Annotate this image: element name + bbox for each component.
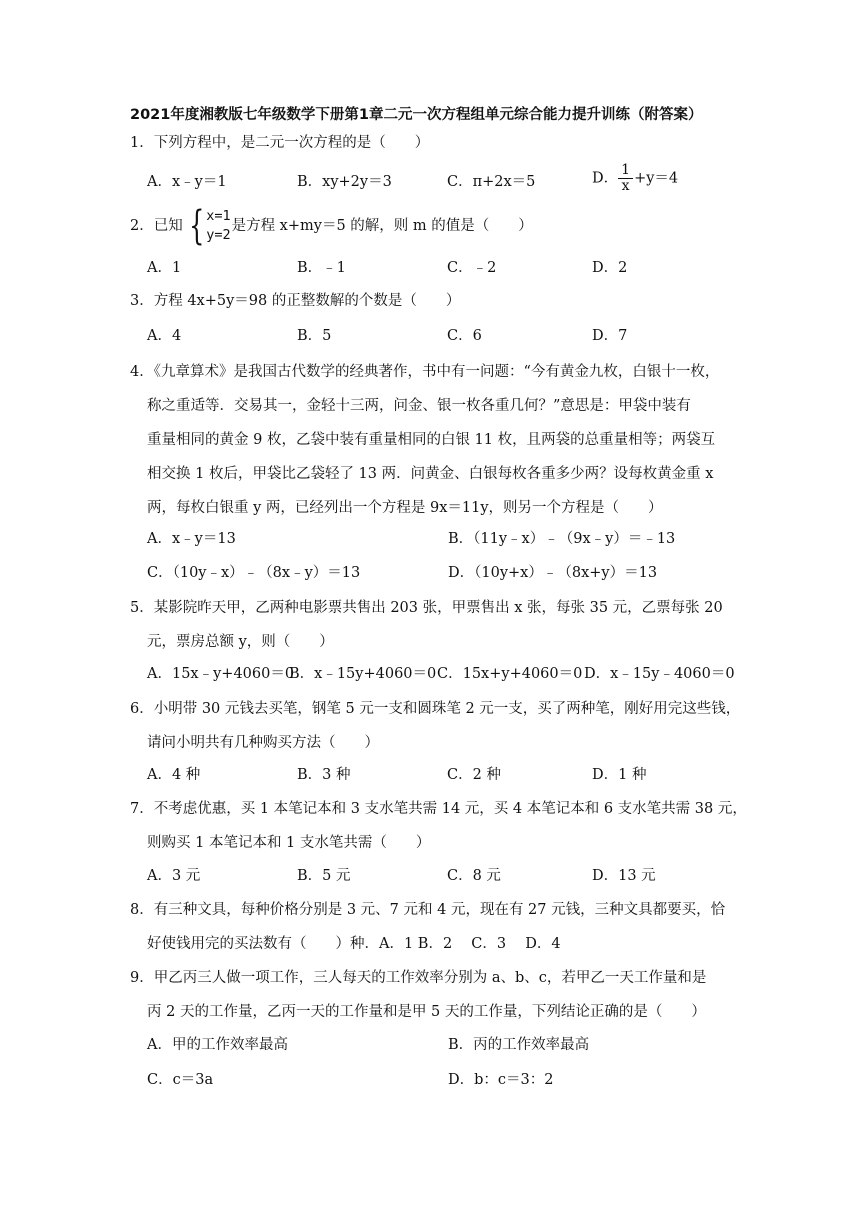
question-2-stem [130, 203, 533, 249]
system-row-1: x=1 [206, 208, 231, 224]
question-5-line-1: 5．某影院昨天甲，乙两种电影票共售出 203 张，甲票售出 x 张，每张 35 元，乙票每张 20 [130, 600, 723, 616]
question-6-line-1: 6．小明带 30 元钱去买笔，钢笔 5 元一支和圆珠笔 2 元一支，买了两种笔，刚好用完这些钱， [130, 701, 741, 717]
system-row-2: y=2 [206, 227, 231, 243]
question-3-option-b: B．5 [297, 328, 332, 344]
question-3-option-d: D．7 [592, 328, 628, 344]
question-6-line-2: 请问小明共有几种购买方法（ ） [147, 735, 379, 751]
question-3-stem: 3．方程 4x+5y＝98 的正整数解的个数是（ ） [130, 293, 461, 309]
question-9-option-b: B．丙的工作效率最高 [448, 1037, 590, 1053]
question-9-option-c: C．c＝3a [147, 1072, 214, 1088]
question-7-line-1: 7．不考虑优惠，买 1 本笔记本和 3 支水笔共需 14 元，买 4 本笔记本和 6 支水笔共需 38 元， [130, 801, 747, 817]
fraction-denominator: x [621, 178, 630, 194]
fraction-numerator: 1 [618, 163, 633, 179]
question-1-option-c: C．π+2x＝5 [447, 174, 536, 190]
question-4-option-d: D．（10y+x）﹣（8x+y）＝13 [448, 565, 658, 581]
question-9-option-d: D．b：c＝3：2 [448, 1072, 554, 1088]
question-1-option-d [592, 163, 678, 194]
question-5-option-c: C．15x+y+4060＝0 [437, 666, 583, 682]
question-5-line-2: 元，票房总额 y，则（ ） [147, 634, 334, 650]
question-3-option-c: C．6 [447, 328, 482, 344]
option-d-label: D． [592, 170, 619, 187]
question-5-option-b: B．x﹣15y+4060＝0 [289, 666, 437, 682]
question-8-line-1: 8．有三种文具，每种价格分别是 3 元、7 元和 4 元，现在有 27 元钱，三种文具都要买，恰 [130, 902, 726, 918]
question-4-line-3: 重量相同的黄金 9 枚，乙袋中装有重量相同的白银 11 枚，且两袋的总重量相等；两袋互 [147, 432, 716, 448]
question-7-option-c: C．8 元 [447, 868, 501, 884]
equation-system [184, 203, 231, 249]
question-8-line-2: 好使钱用完的买法数有（ ）种．A．1 B．2 C．3 D．4 [147, 936, 561, 952]
question-3-option-a: A．4 [147, 328, 182, 344]
question-7-option-b: B．5 元 [297, 868, 351, 884]
question-6-option-b: B．3 种 [297, 767, 351, 783]
question-2-option-d: D．2 [592, 260, 628, 276]
question-2-suffix: 是方程 x+my＝5 的解，则 m 的值是（ ） [231, 218, 533, 234]
question-7-option-d: D．13 元 [592, 868, 656, 884]
question-2-option-b: B．﹣1 [297, 260, 346, 276]
question-4-option-b: B．（11y﹣x）﹣（9x﹣y）＝﹣13 [448, 531, 676, 547]
question-2-prefix: 2．已知 [130, 218, 183, 234]
left-brace-icon: { [188, 203, 205, 249]
question-1-option-a: A．x﹣y＝1 [147, 174, 227, 190]
question-4-line-5: 两，每枚白银重 y 两，已经列出一个方程是 9x＝11y，则另一个方程是（ ） [147, 500, 663, 516]
question-6-option-d: D．1 种 [592, 767, 647, 783]
question-7-line-2: 则购买 1 本笔记本和 1 支水笔共需（ ） [147, 835, 431, 851]
question-7-option-a: A．3 元 [147, 868, 201, 884]
option-d-rest: +y＝4 [634, 170, 679, 187]
question-6-option-a: A．4 种 [147, 767, 201, 783]
question-4-option-c: C．（10y﹣x）﹣（8x﹣y）＝13 [147, 565, 361, 581]
question-1-option-b: B．xy+2y＝3 [297, 174, 392, 190]
question-9-line-1: 9．甲乙丙三人做一项工作，三人每天的工作效率分别为 a、b、c，若甲乙一天工作量和是 [130, 970, 707, 986]
fraction-one-over-x [618, 163, 633, 194]
question-5-option-d: D．x﹣15y﹣4060＝0 [584, 666, 735, 682]
question-4-option-a: A．x﹣y＝13 [147, 531, 236, 547]
question-9-line-2: 丙 2 天的工作量，乙丙一天的工作量和是甲 5 天的工作量，下列结论正确的是（ ） [147, 1004, 706, 1020]
question-4-line-1: 4．《九章算术》是我国古代数学的经典著作，书中有一问题：“今有黄金九枚，白银十一枚， [130, 364, 720, 380]
question-4-line-2: 称之重适等．交易其一，金轻十三两，问金、银一枚各重几何？”意思是：甲袋中装有 [147, 398, 691, 414]
question-2-option-c: C．﹣2 [447, 260, 497, 276]
question-5-option-a: A．15x﹣y+4060＝0 [147, 666, 295, 682]
question-6-option-c: C．2 种 [447, 767, 501, 783]
document-title: 2021年度湘教版七年级数学下册第1章二元一次方程组单元综合能力提升训练（附答案） [130, 107, 703, 123]
question-1-stem: 1．下列方程中，是二元一次方程的是（ ） [130, 135, 430, 151]
question-9-option-a: A．甲的工作效率最高 [147, 1037, 288, 1053]
question-2-option-a: A．1 [147, 260, 182, 276]
question-4-line-4: 相交换 1 枚后，甲袋比乙袋轻了 13 两．问黄金、白银每枚各重多少两？设每枚黄金重 x [147, 466, 714, 482]
